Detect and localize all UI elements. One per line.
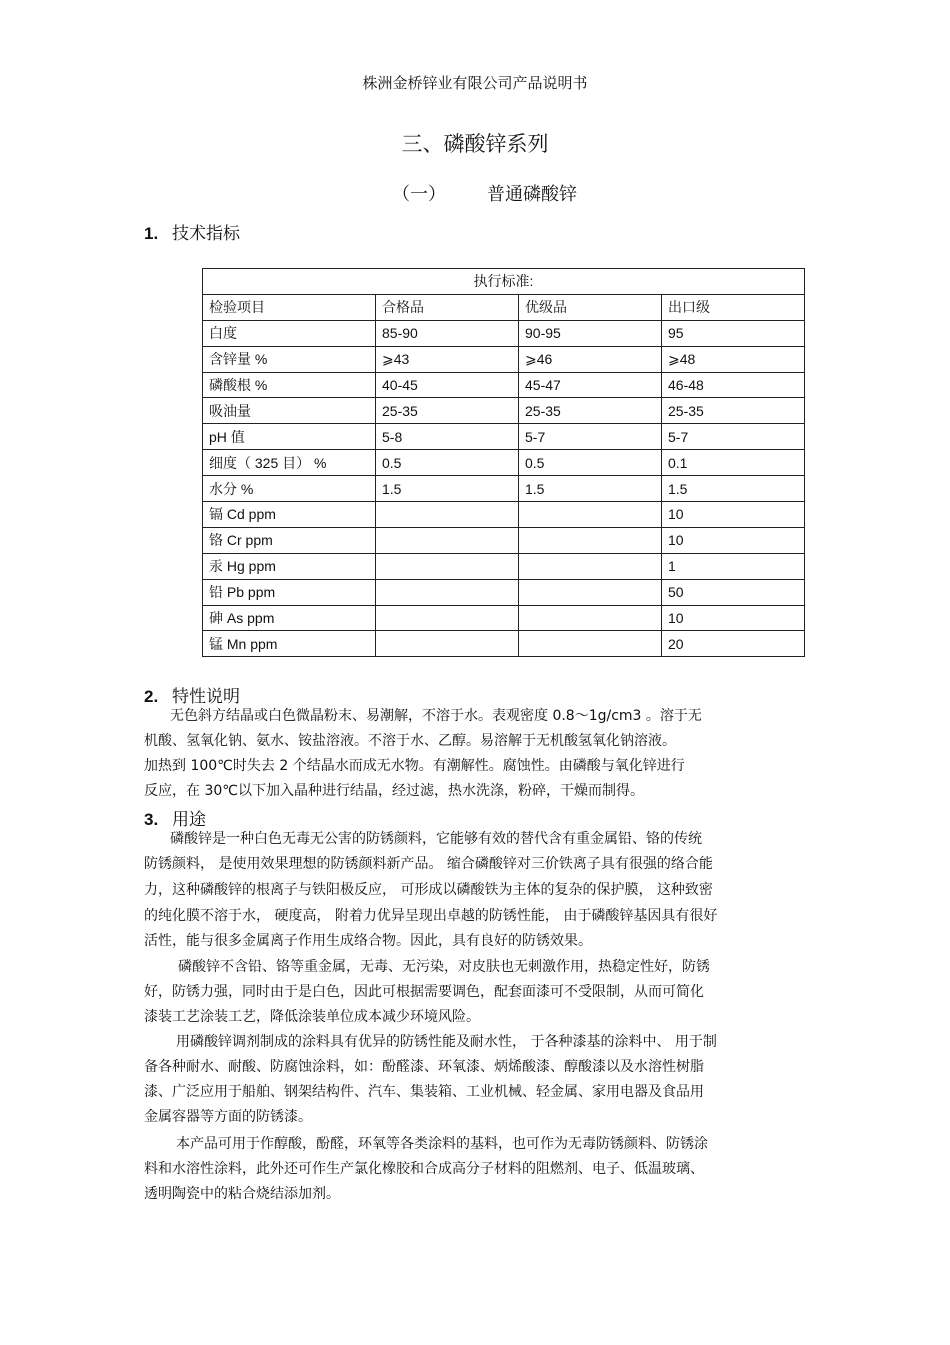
table-cell: 5-7 [662, 424, 805, 450]
table-row [203, 553, 805, 579]
table-cell: 90-95 [519, 320, 662, 346]
table-cell: 50 [662, 579, 805, 605]
table-row [203, 476, 805, 502]
table-cell: 46-48 [662, 372, 805, 398]
table-row [203, 631, 805, 657]
table-cell: 5-7 [519, 424, 662, 450]
subtitle-text: 普通磷酸锌 [487, 184, 577, 205]
table-cell: 吸油量 [203, 398, 376, 424]
column-header: 检验项目 [203, 294, 376, 320]
table-cell: ⩾46 [519, 346, 662, 372]
table-cell: 1 [662, 553, 805, 579]
table-caption-row [203, 269, 805, 295]
table-cell: 水分 % [203, 476, 376, 502]
table-cell: 锰 Mn ppm [203, 631, 376, 657]
text-line: 备各种耐水、耐酸、防腐蚀涂料，如：酚醛漆、环氧漆、炳烯酸漆、醇酸漆以及水溶性树脂 [144, 1059, 704, 1075]
table-cell: 25-35 [662, 398, 805, 424]
table-cell [519, 502, 662, 528]
table-cell: 砷 As ppm [203, 605, 376, 631]
spec-table [202, 268, 805, 657]
text-line: 无色斜方结晶或白色微晶粉末、易潮解，不溶于水。表观密度 0.8～1g/cm3 。溶于无 [170, 708, 702, 724]
table-cell: 10 [662, 502, 805, 528]
table-cell: 0.5 [519, 450, 662, 476]
table-row [203, 398, 805, 424]
table-cell [519, 527, 662, 553]
table-row [203, 320, 805, 346]
table-cell: 汞 Hg ppm [203, 553, 376, 579]
table-cell: 0.1 [662, 450, 805, 476]
table-row [203, 346, 805, 372]
section-heading-specs: 1. 技术指标 [144, 224, 240, 244]
table-cell: 磷酸根 % [203, 372, 376, 398]
table-cell: 40-45 [376, 372, 519, 398]
text-line: 透明陶瓷中的粘合烧结添加剂。 [144, 1186, 340, 1202]
table-cell: 镉 Cd ppm [203, 502, 376, 528]
table-cell: 1.5 [519, 476, 662, 502]
text-line: 力，这种磷酸锌的根离子与铁阳极反应， 可形成以磷酸铁为主体的复杂的保护膜， 这种致密 [144, 882, 713, 898]
table-row [203, 372, 805, 398]
section-subtitle [392, 180, 577, 206]
text-line: 活性，能与很多金属离子作用生成络合物。因此，具有良好的防锈效果。 [144, 933, 592, 949]
text-line: 好，防锈力强，同时由于是白色，因此可根据需要调色，配套面漆可不受限制，从而可简化 [144, 984, 704, 1000]
table-cell: 5-8 [376, 424, 519, 450]
page-title: 三、磷酸锌系列 [401, 132, 549, 156]
text-line: 防锈颜料， 是使用效果理想的防锈颜料新产品。 缩合磷酸锌对三价铁离子具有很强的络合能 [144, 856, 713, 872]
table-cell: 铬 Cr ppm [203, 527, 376, 553]
table-cell [376, 502, 519, 528]
text-line: 磷酸锌不含铅、铬等重金属，无毒、无污染，对皮肤也无刺激作用，热稳定性好，防锈 [178, 959, 710, 975]
table-cell [376, 605, 519, 631]
table-cell: 0.5 [376, 450, 519, 476]
table-cell: 白度 [203, 320, 376, 346]
section-heading-properties: 2. 特性说明 [144, 687, 240, 707]
text-line: 用磷酸锌调剂制成的涂料具有优异的防锈性能及耐水性， 于各种漆基的涂料中、 用于制 [176, 1034, 717, 1050]
text-line: 本产品可用于作醇酸，酚醛，环氧等各类涂料的基料，也可作为无毒防锈颜料、防锈涂 [176, 1136, 708, 1152]
table-cell: ⩾48 [662, 346, 805, 372]
table-caption: 执行标准: [203, 269, 805, 295]
table-cell: pH 值 [203, 424, 376, 450]
column-header: 出口级 [662, 294, 805, 320]
table-cell: 25-35 [376, 398, 519, 424]
text-line: 的纯化膜不溶于水， 硬度高， 附着力优异呈现出卓越的防锈性能， 由于磷酸锌基因具有很好 [144, 908, 718, 924]
table-cell [519, 631, 662, 657]
table-row [203, 424, 805, 450]
table-cell [519, 605, 662, 631]
table-cell: ⩾43 [376, 346, 519, 372]
text-line: 磷酸锌是一种白色无毒无公害的防锈颜料，它能够有效的替代含有重金属铅、铬的传统 [170, 831, 702, 847]
section-heading-uses: 3. 用途 [144, 810, 206, 830]
column-header: 合格品 [376, 294, 519, 320]
table-cell: 铅 Pb ppm [203, 579, 376, 605]
table-row [203, 527, 805, 553]
table-cell [519, 579, 662, 605]
table-row [203, 579, 805, 605]
table-row [203, 450, 805, 476]
text-line: 漆、广泛应用于船舶、钢架结构件、汽车、集装箱、工业机械、轻金属、家用电器及食品用 [144, 1084, 704, 1100]
table-row [203, 605, 805, 631]
text-line: 加热到 100℃时失去 2 个结晶水而成无水物。有潮解性。腐蚀性。由磷酸与氧化锌进行 [144, 758, 685, 774]
table-cell: 1.5 [662, 476, 805, 502]
table-cell [376, 527, 519, 553]
table-cell: 20 [662, 631, 805, 657]
table-cell: 10 [662, 527, 805, 553]
subtitle-number: （一） [392, 184, 446, 205]
table-cell: 1.5 [376, 476, 519, 502]
table-cell [376, 579, 519, 605]
table-cell: 25-35 [519, 398, 662, 424]
table-cell: 细度（ 325 目） % [203, 450, 376, 476]
table-cell: 85-90 [376, 320, 519, 346]
column-header: 优级品 [519, 294, 662, 320]
table-row [203, 502, 805, 528]
text-line: 漆装工艺涂装工艺，降低涂装单位成本减少环境风险。 [144, 1009, 480, 1025]
document-header: 株洲金桥锌业有限公司产品说明书 [362, 74, 588, 92]
text-line: 料和水溶性涂料，此外还可作生产氯化橡胶和合成高分子材料的阻燃剂、电子、低温玻璃、 [144, 1161, 704, 1177]
table-cell: 95 [662, 320, 805, 346]
table-cell [519, 553, 662, 579]
table-cell: 含锌量 % [203, 346, 376, 372]
text-line: 机酸、氢氧化钠、氨水、铵盐溶液。不溶于水、乙醇。易溶解于无机酸氢氧化钠溶液。 [144, 732, 676, 749]
table-cell: 10 [662, 605, 805, 631]
table-header-row [203, 294, 805, 320]
text-line: 反应，在 30℃以下加入晶种进行结晶，经过滤，热水洗涤，粉碎，干燥而制得。 [144, 783, 644, 799]
text-line: 金属容器等方面的防锈漆。 [144, 1109, 312, 1125]
table-cell [376, 553, 519, 579]
table-cell: 45-47 [519, 372, 662, 398]
table-cell [376, 631, 519, 657]
